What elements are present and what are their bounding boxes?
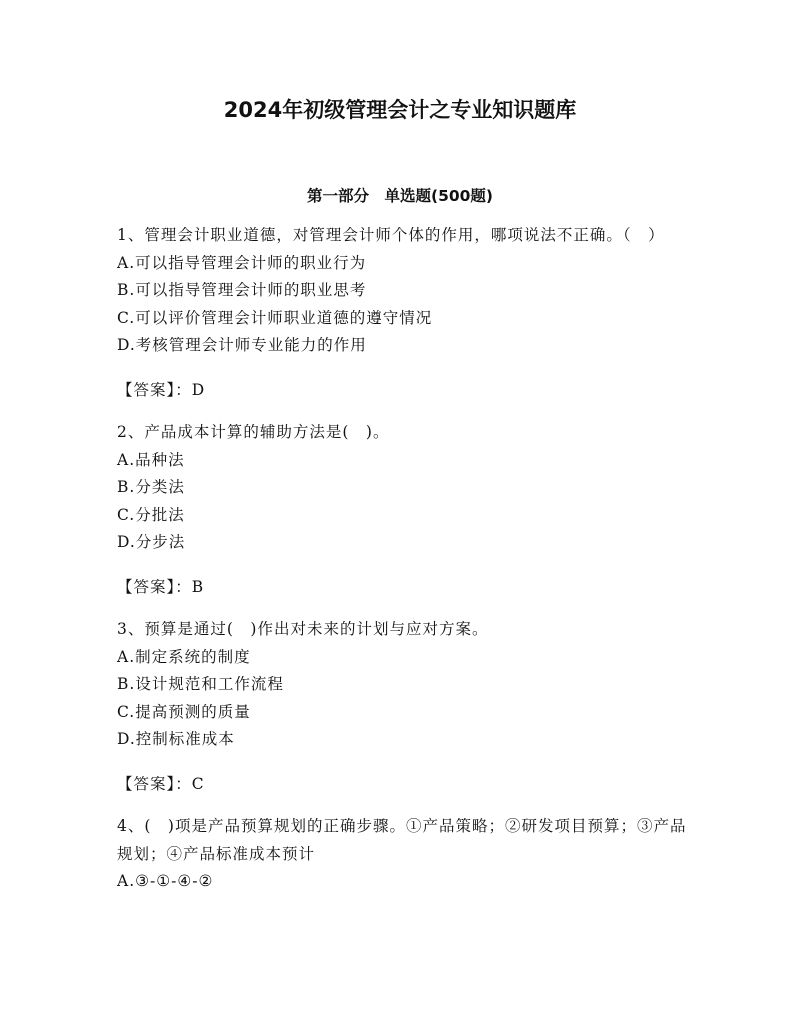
question-1 (117, 222, 687, 404)
option-c: C.提高预测的质量 (117, 702, 251, 721)
section-title: 第一部分 单选题(500题) (306, 187, 494, 205)
option-b: B.可以指导管理会计师的职业思考 (117, 281, 367, 299)
option-d: D.控制标准成本 (117, 730, 235, 748)
question-stem: 4、( )项是产品预算规划的正确步骤。①产品策略；②研发项目预算；③产品规划；④产品标准成本预计 (117, 817, 687, 863)
answer-label: 【答案】：B (117, 577, 205, 596)
question-4 (117, 813, 687, 896)
option-b: B.设计规范和工作流程 (117, 675, 284, 693)
option-a: A.制定系统的制度 (117, 647, 251, 666)
answer-label: 【答案】：D (117, 380, 206, 399)
option-c: C.可以评价管理会计师职业道德的遵守情况 (117, 308, 433, 327)
question-list (117, 222, 687, 896)
option-b: B.分类法 (117, 478, 185, 496)
question-stem: 1、管理会计职业道德，对管理会计师个体的作用，哪项说法不正确。（ ） (117, 226, 665, 244)
question-stem: 2、产品成本计算的辅助方法是( )。 (117, 423, 390, 441)
option-a: A.③-①-④-② (117, 872, 214, 890)
option-a: A.品种法 (117, 450, 185, 469)
option-a: A.可以指导管理会计师的职业行为 (117, 253, 367, 272)
question-2 (117, 419, 687, 601)
question-3 (117, 616, 687, 798)
option-d: D.考核管理会计师专业能力的作用 (117, 336, 367, 354)
document-title: 2024年初级管理会计之专业知识题库 (223, 98, 577, 122)
answer-label: 【答案】：C (117, 774, 205, 793)
option-c: C.分批法 (117, 505, 185, 524)
question-stem: 3、预算是通过( )作出对未来的计划与应对方案。 (117, 620, 489, 638)
option-d: D.分步法 (117, 533, 186, 551)
